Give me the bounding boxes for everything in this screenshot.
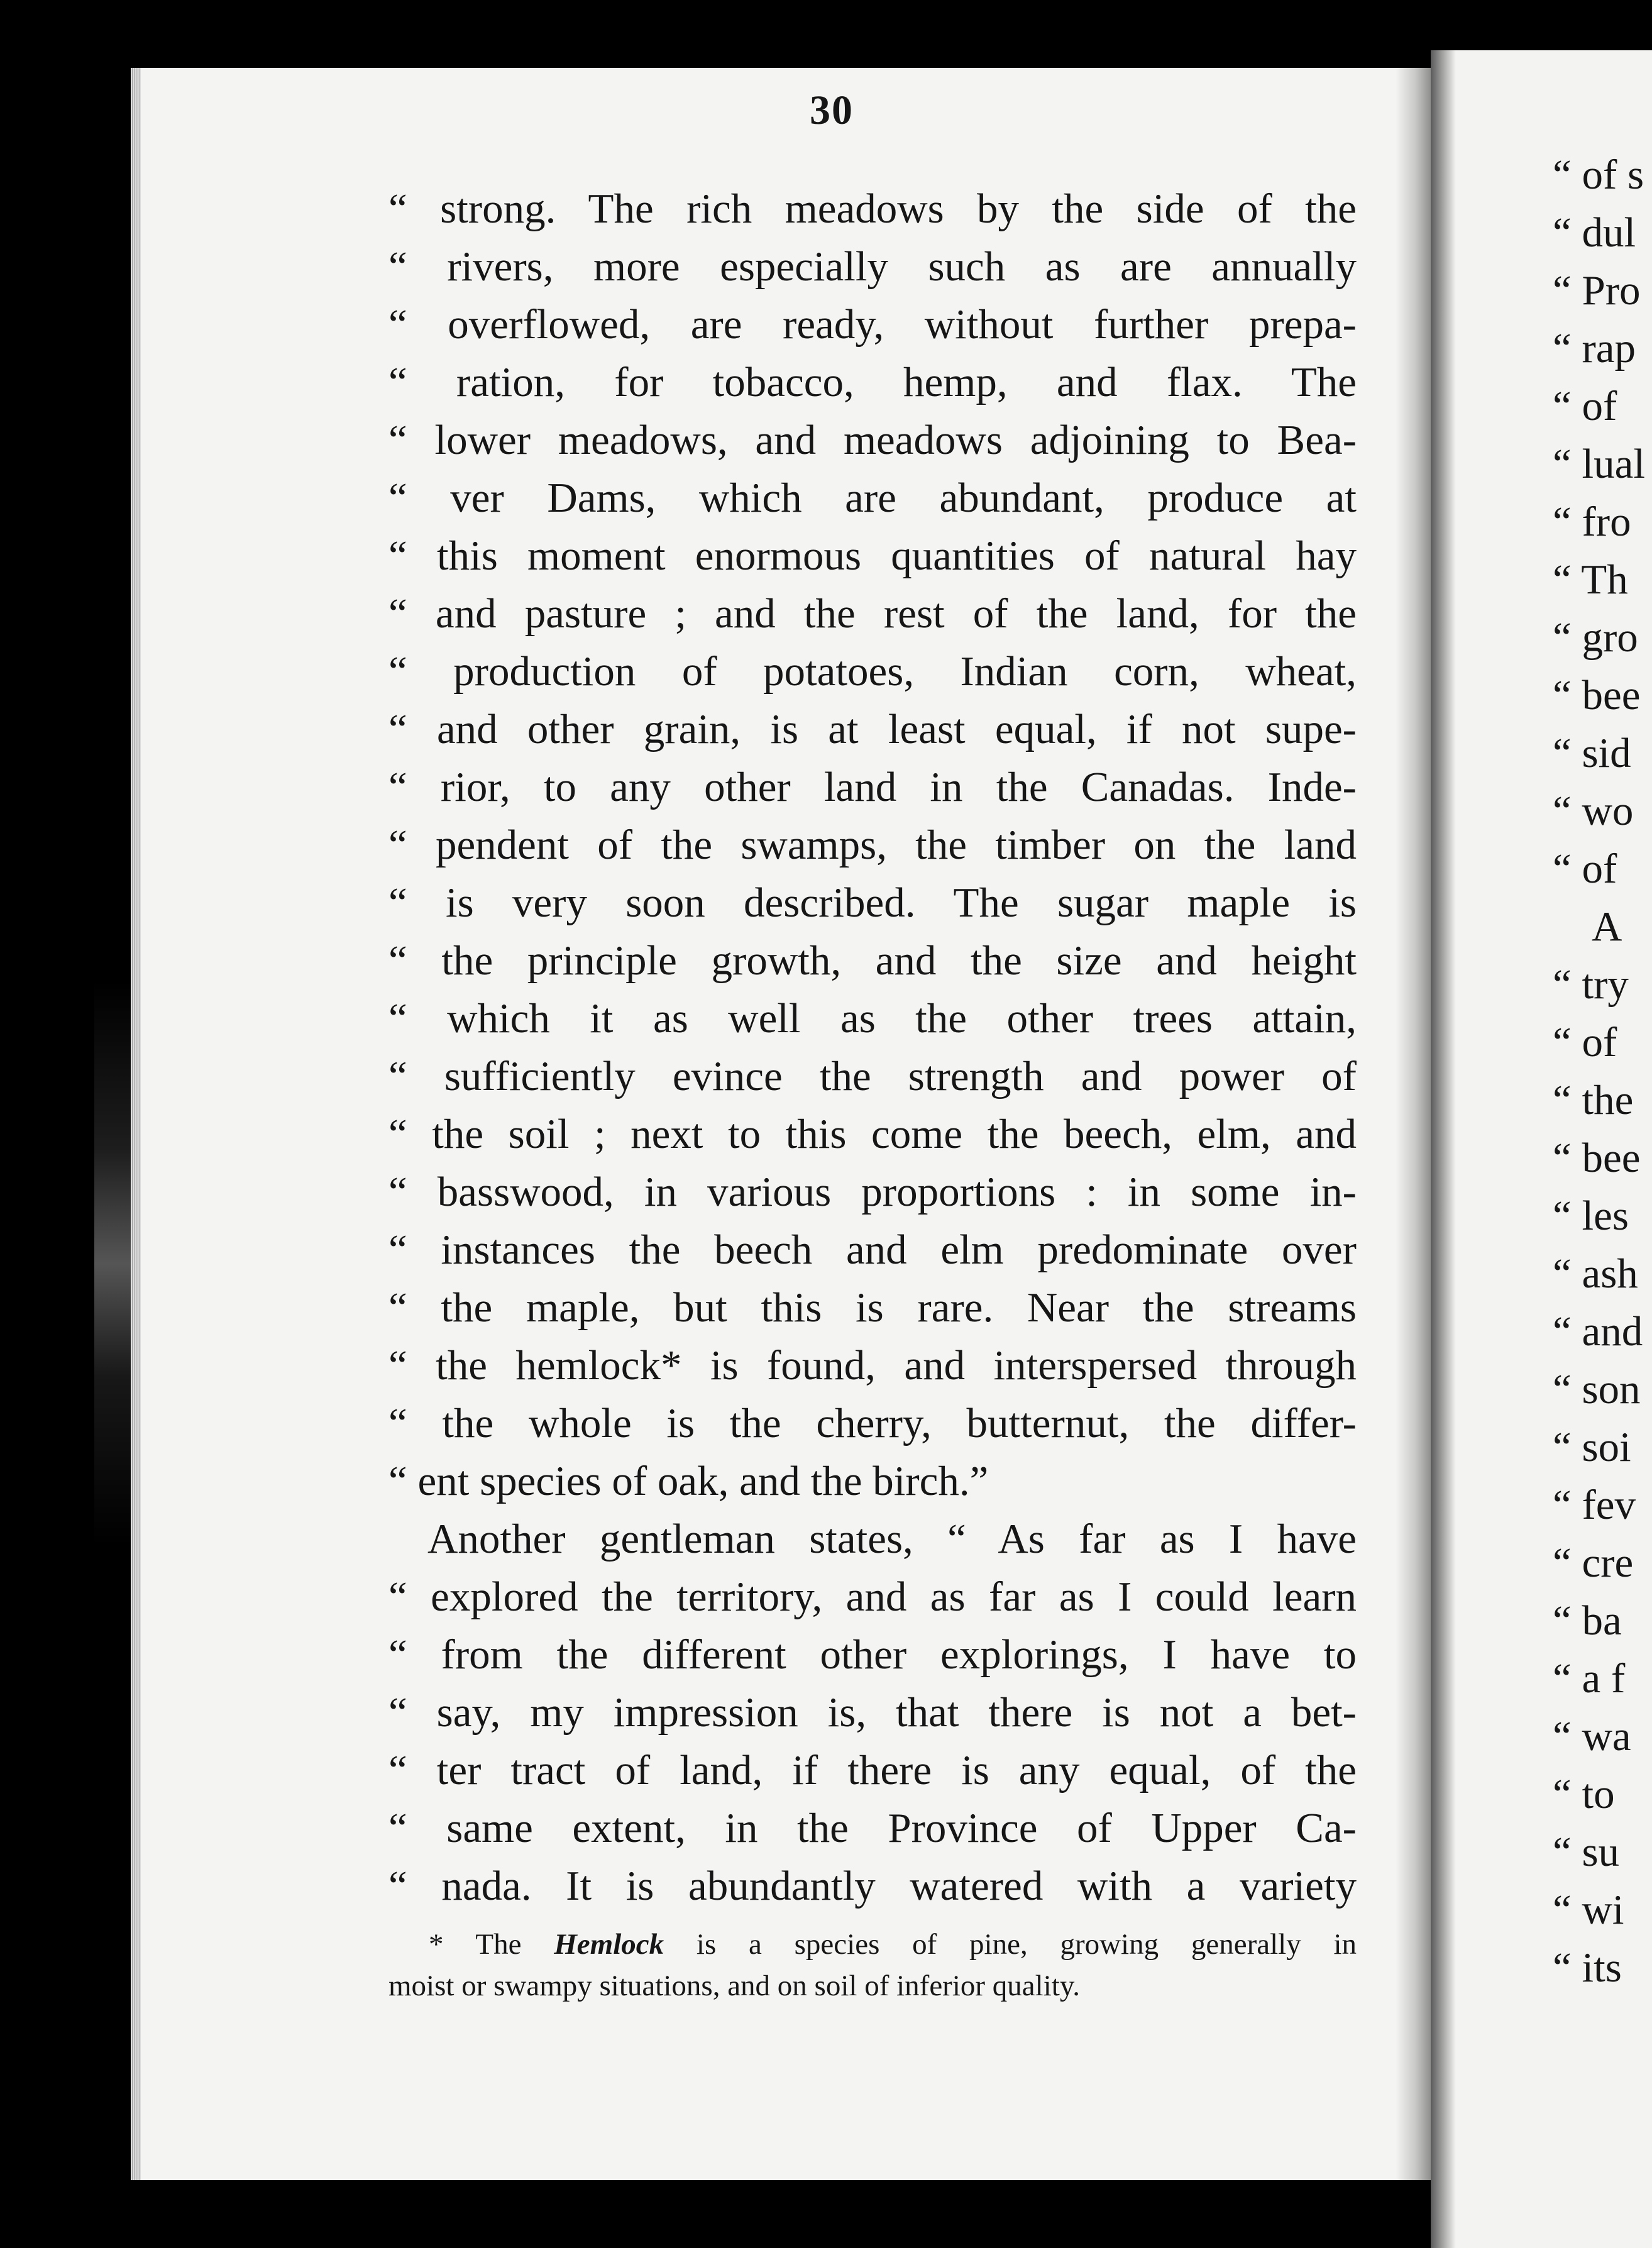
footnote-line: moist or swampy situations, and on soil of inferior quality. bbox=[388, 1970, 1081, 2002]
text-line: “ same extent, in the Province of Upper Ca- bbox=[388, 1805, 1357, 1851]
text-line: “ production of potatoes, Indian corn, wheat, bbox=[388, 648, 1357, 695]
facing-line: “ of bbox=[1553, 846, 1617, 892]
facing-line: “ dul bbox=[1553, 209, 1636, 256]
footnote-term: Hemlock bbox=[554, 1928, 664, 1961]
text-line: “ the soil ; next to this come the beech, elm, and bbox=[388, 1111, 1357, 1157]
facing-line: “ su bbox=[1553, 1829, 1620, 1875]
facing-line: “ bee bbox=[1553, 672, 1641, 719]
facing-line: “ sid bbox=[1553, 730, 1631, 776]
facing-line: A bbox=[1592, 903, 1622, 950]
text-line: “ ration, for tobacco, hemp, and flax. The bbox=[388, 359, 1357, 405]
facing-line: “ bee bbox=[1553, 1135, 1641, 1181]
footnote bbox=[388, 1924, 1357, 2007]
text-line: “ which it as well as the other trees attain, bbox=[388, 995, 1357, 1042]
facing-line: “ wo bbox=[1553, 788, 1634, 834]
facing-line: “ of bbox=[1553, 1019, 1617, 1066]
footnote-line bbox=[388, 1924, 1357, 1965]
facing-page-text bbox=[1553, 146, 1652, 1997]
text-line: “ from the different other explorings, I have to bbox=[388, 1631, 1357, 1678]
facing-line: “ Pro bbox=[1553, 267, 1641, 314]
facing-line: “ son bbox=[1553, 1366, 1641, 1413]
text-line: “ is very soon described. The sugar maple is bbox=[388, 879, 1357, 926]
facing-line: “ rap bbox=[1553, 325, 1636, 372]
text-line: “ and pasture ; and the rest of the land, for the bbox=[388, 590, 1357, 637]
facing-line: “ fev bbox=[1553, 1482, 1636, 1528]
text-line: “ this moment enormous quantities of natural hay bbox=[388, 532, 1357, 579]
facing-line: “ fro bbox=[1553, 499, 1631, 545]
text-line: “ explored the territory, and as far as I could learn bbox=[388, 1573, 1357, 1620]
body-text bbox=[388, 180, 1357, 1915]
text-line: “ the whole is the cherry, butternut, the differ- bbox=[388, 1400, 1357, 1446]
text-line: “ say, my impression is, that there is not a bet- bbox=[388, 1689, 1357, 1736]
text-line: “ instances the beech and elm predominate over bbox=[388, 1226, 1357, 1273]
text-line: “ pendent of the swamps, the timber on the land bbox=[388, 822, 1357, 868]
text-line: “ strong. The rich meadows by the side of the bbox=[388, 185, 1357, 232]
facing-line: “ Th bbox=[1553, 556, 1628, 603]
facing-line: “ lual bbox=[1553, 441, 1645, 487]
facing-line: “ soi bbox=[1553, 1424, 1631, 1470]
facing-line: “ ba bbox=[1553, 1597, 1622, 1644]
facing-line: “ wi bbox=[1553, 1887, 1624, 1933]
text-line: “ rior, to any other land in the Canadas. Inde- bbox=[388, 764, 1357, 810]
text-line: “ the hemlock* is found, and interspersed through bbox=[388, 1342, 1357, 1389]
text-line: “ ter tract of land, if there is any equal, of the bbox=[388, 1747, 1357, 1793]
text-line: “ nada. It is abundantly watered with a variety bbox=[388, 1863, 1357, 1909]
facing-line: “ try bbox=[1553, 961, 1629, 1008]
facing-line: “ wa bbox=[1553, 1713, 1631, 1760]
text-line: “ ent species of oak, and the birch.” bbox=[388, 1458, 989, 1504]
text-line: “ ver Dams, which are abundant, produce at bbox=[388, 475, 1357, 521]
facing-line: “ its bbox=[1553, 1944, 1622, 1991]
text-line: “ the maple, but this is rare. Near the streams bbox=[388, 1284, 1357, 1331]
page-edges bbox=[131, 68, 141, 2180]
facing-line: “ of s bbox=[1553, 152, 1644, 198]
facing-line: “ les bbox=[1553, 1193, 1629, 1239]
text-line: “ sufficiently evince the strength and power of bbox=[388, 1053, 1357, 1099]
facing-line: “ a f bbox=[1553, 1655, 1626, 1702]
facing-line: “ of bbox=[1553, 383, 1617, 429]
footnote-text: is a species of pine, growing generally in bbox=[696, 1928, 1357, 1961]
facing-line: “ gro bbox=[1553, 614, 1638, 661]
text-line: “ rivers, more especially such as are annually bbox=[388, 243, 1357, 290]
facing-line: “ ash bbox=[1553, 1250, 1638, 1297]
text-line: “ the principle growth, and the size and height bbox=[388, 937, 1357, 984]
facing-line: “ the bbox=[1553, 1077, 1634, 1123]
facing-line: “ and bbox=[1553, 1308, 1643, 1355]
text-line: “ basswood, in various proportions : in some in- bbox=[388, 1169, 1357, 1215]
page-number: 30 bbox=[810, 87, 854, 133]
right-page-shadow bbox=[1431, 50, 1456, 2248]
text-line: “ lower meadows, and meadows adjoining to Bea- bbox=[388, 417, 1357, 463]
facing-line: “ to bbox=[1553, 1771, 1615, 1817]
footnote-marker: * The bbox=[429, 1928, 522, 1961]
text-line: “ overflowed, are ready, without further prepa- bbox=[388, 301, 1357, 348]
text-line: “ and other grain, is at least equal, if not supe- bbox=[388, 706, 1357, 752]
facing-line: “ cre bbox=[1553, 1540, 1634, 1586]
text-line: Another gentleman states, “ As far as I have bbox=[427, 1516, 1357, 1562]
